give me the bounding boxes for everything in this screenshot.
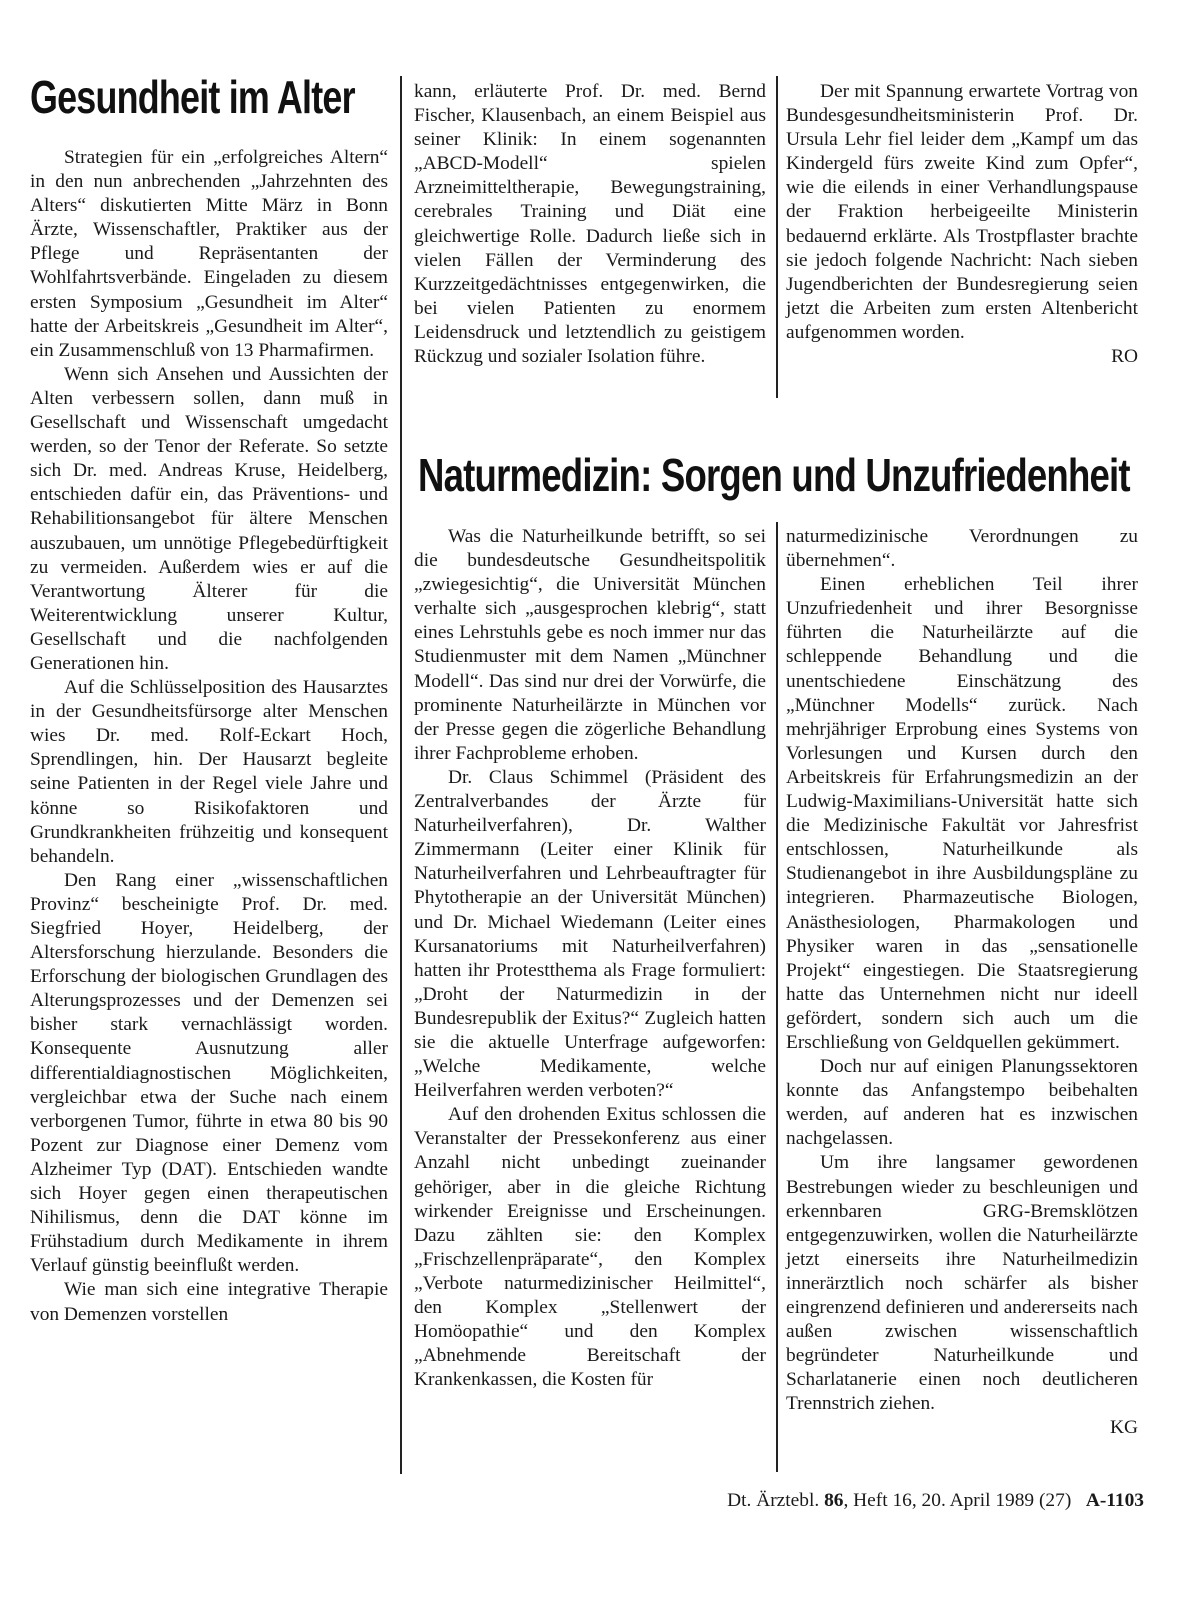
column-rule bbox=[776, 76, 778, 398]
paragraph: Einen erheblichen Teil ihrer Unzufriedenheit und ihrer Besorgnisse führten die Naturheilärzte auf die schleppende Behandlung und die unentschiedene Einschätzung des „Münchner Modells“ zurück. Nach mehrjähriger Erprobung eines Systems von Vorlesungen und Kursen durch den Arbeitskreis für Erfahrungsmedizin an der Ludwig-Maximilians-Universität hatte sich die Medizinische Fakultät vor Jahresfrist entschlossen, Naturheilkunde als Studienangebot in ihre Ausbildungspläne zu integrieren. Pharmazeutische Biologen, Anästhesiologen, Pharmakologen und Physiker waren in das „sensationelle Projekt“ eingestiegen. Die Staatsregierung hatte das Unternehmen nicht nur ideell gefördert, sondern sich auch um die Erschließung von Geldquellen gekümmert. bbox=[786, 574, 1138, 1053]
author-signature bbox=[786, 1416, 1138, 1440]
paragraph: Wie man sich eine integrative Therapie von Demenzen vorstellen bbox=[30, 1279, 388, 1325]
column-rule bbox=[776, 522, 778, 1472]
journal-name: Dt. Ärztebl. bbox=[727, 1490, 820, 1511]
column-rule bbox=[400, 76, 402, 1474]
paragraph-continued: kann, erläuterte Prof. Dr. med. Bernd Fischer, Klausenbach, an einem Beispiel aus seiner Klinik: In einem sogenannten „ABCD-Modell“ spielen Arzneimitteltherapie, Bewegungstraining, cerebrales Training und Diät eine gleichwertige Rolle. Dadurch ließe sich in vielen Fällen der Verminderung des Kurzzeitgedächtnisses entgegenwirken, die bei vielen Patienten zu enormem Leidensdruck und letztendlich zu geistigem Rückzug und sozialer Isolation führe. bbox=[414, 81, 766, 368]
paragraph-continued: naturmedizinische Verordnungen zu übernehmen“. bbox=[786, 526, 1138, 572]
page-number: A-1103 bbox=[1085, 1490, 1144, 1511]
author-initials: KG bbox=[1109, 1417, 1138, 1439]
article2-column-1 bbox=[414, 525, 766, 1392]
paragraph: Auf die Schlüsselposition des Hausarztes in der Gesundheitsfürsorge alter Menschen wies Dr. med. Rolf-Eckart Hoch, Sprendlingen, hin. Der Hausarzt begleite seine Patienten in der Regel viele Jahre und könne so Risikofaktoren und Grundkrankheiten frühzeitig und konsequent behandeln. bbox=[30, 677, 388, 867]
article1-column-1 bbox=[30, 146, 388, 1327]
article1-column-3 bbox=[786, 80, 1138, 369]
paragraph: Der mit Spannung erwartete Vortrag von Bundesgesundheitsministerin Prof. Dr. Ursula Lehr fiel leider dem „Kampf um das Kindergeld fürs zweite Kind zum Opfer“, wie die eilends in einer Verhandlungspause der Fraktion herbeigeeilte Ministerin bedauernd erklärte. Als Trostpflaster brachte sie jedoch folgende Nachricht: Nach sieben Jugendberichten der Bundesregierung seien jetzt die Arbeiten zum ersten Altenbericht aufgenommen worden. bbox=[786, 81, 1138, 343]
author-initials: RO bbox=[1111, 346, 1138, 368]
page-footer bbox=[727, 1490, 1144, 1512]
author-signature bbox=[786, 345, 1138, 369]
paragraph: Strategien für ein „erfolgreiches Altern“ in den nun anbrechenden „Jahrzehnten des Alters“ diskutierten Mitte März in Bonn Ärzte, Wissenschaftler, Praktiker aus der Pflege und Repräsentanten der Wohlfahrtsverbände. Eingeladen zu diesem ersten Symposium „Gesundheit im Alter“ hatte der Arbeitskreis „Gesundheit im Alter“, ein Zusammenschluß von 13 Pharmafirmen. bbox=[30, 147, 388, 361]
article1-column-2 bbox=[414, 80, 766, 369]
article-title-gesundheit: Gesundheit im Alter bbox=[30, 71, 355, 123]
paragraph: Doch nur auf einigen Planungssektoren konnte das Anfangstempo beibehalten werden, auf anderen hat es inzwischen nachgelassen. bbox=[786, 1056, 1138, 1150]
issue-date: , Heft 16, 20. April 1989 (27) bbox=[843, 1490, 1072, 1511]
article-title-naturmedizin: Naturmedizin: Sorgen und Unzufriedenheit bbox=[418, 449, 1130, 501]
paragraph: Um ihre langsamer gewordenen Bestrebungen wieder zu beschleunigen und erkennbaren GRG-Bremsklötzen entgegenzuwirken, wollen die Naturheilärzte jetzt einerseits ihre Naturheilmedizin innerärztlich noch schärfer als bisher eingrenzend definieren und andererseits nach außen zwischen wissenschaftlich begründeter Naturheilkunde und Scharlatanerie einen noch deutlicheren Trennstrich ziehen. bbox=[786, 1152, 1138, 1415]
article2-column-2 bbox=[786, 525, 1138, 1441]
paragraph: Dr. Claus Schimmel (Präsident des Zentralverbandes der Ärzte für Naturheilverfahren), Dr. Walther Zimmermann (Leiter einer Klinik für Naturheilverfahren und Lehrbeauftragter für Phytotherapie an der Universität München) und Dr. Michael Wiedemann (Leiter eines Kursanatoriums mit Naturheilverfahren) hatten ihr Protestthema als Frage formuliert: „Droht der Naturmedizin in der Bundesrepublik der Exitus?“ Zugleich hatten sie die aktuelle Unterfrage aufgeworfen: „Welche Medikamente, welche Heilverfahren werden verboten?“ bbox=[414, 766, 766, 1102]
journal-volume: 86 bbox=[824, 1490, 844, 1511]
paragraph: Was die Naturheilkunde betrifft, so sei die bundesdeutsche Gesundheitspolitik „zwiegesichtig“, die Universität München verhalte sich „ausgesprochen klebrig“, statt eines Lehrstuhls gebe es noch immer nur das Studienmuster mit dem Namen „Münchner Modell“. Das sind nur drei der Vorwürfe, die prominente Naturheilärzte in München vor der Presse gegen die zögerliche Behandlung ihrer Fachprobleme erhoben. bbox=[414, 526, 766, 764]
paragraph: Wenn sich Ansehen und Aussichten der Alten verbessern sollen, dann muß in Gesellschaft und Wissenschaft umgedacht werden, so der Tenor der Referate. So setzte sich Dr. med. Andreas Kruse, Heidelberg, entschieden dafür ein, das Präventions- und Rehabilitionsangebot für ältere Menschen auszubauen, um unnötige Pflegebedürftigkeit zu vermeiden. Außerdem wies er auf die Verantwortung Älterer für die Weiterentwicklung unserer Kultur, Gesellschaft und die nachfolgenden Generationen hin. bbox=[30, 363, 388, 674]
paragraph: Auf den drohenden Exitus schlossen die Veranstalter der Pressekonferenz aus einer Anzahl nicht unbedingt zueinander gehöriger, aber in die gleiche Richtung wirkender Ereignisse und Erscheinungen. Dazu zählten sie: den Komplex „Frischzellenpräparate“, den Komplex „Verbote naturmedizinischer Heilmittel“, den Komplex „Stellenwert der Homöopathie“ und den Komplex „Abnehmende Bereitschaft der Krankenkassen, die Kosten für bbox=[414, 1104, 766, 1391]
paragraph: Den Rang einer „wissenschaftlichen Provinz“ bescheinigte Prof. Dr. med. Siegfried Hoyer, Heidelberg, der Altersforschung hierzulande. Besonders die Erforschung der biologischen Grundlagen des Alterungsprozesses und der Demenzen sei bisher stark vernachlässigt worden. Konsequente Ausnutzung aller differentialdiagnostischen Möglichkeiten, vergleichbar etwa der Suche nach einem verborgenen Tumor, führte in etwa 80 bis 90 Pozent zur Diagnose einer Demenz vom Alzheimer Typ (DAT). Entschieden wandte sich Hoyer gegen einen therapeutischen Nihilismus, denn die DAT könne im Frühstadium durch Medikamente in ihrem Verlauf günstig beeinflußt werden. bbox=[30, 869, 388, 1277]
